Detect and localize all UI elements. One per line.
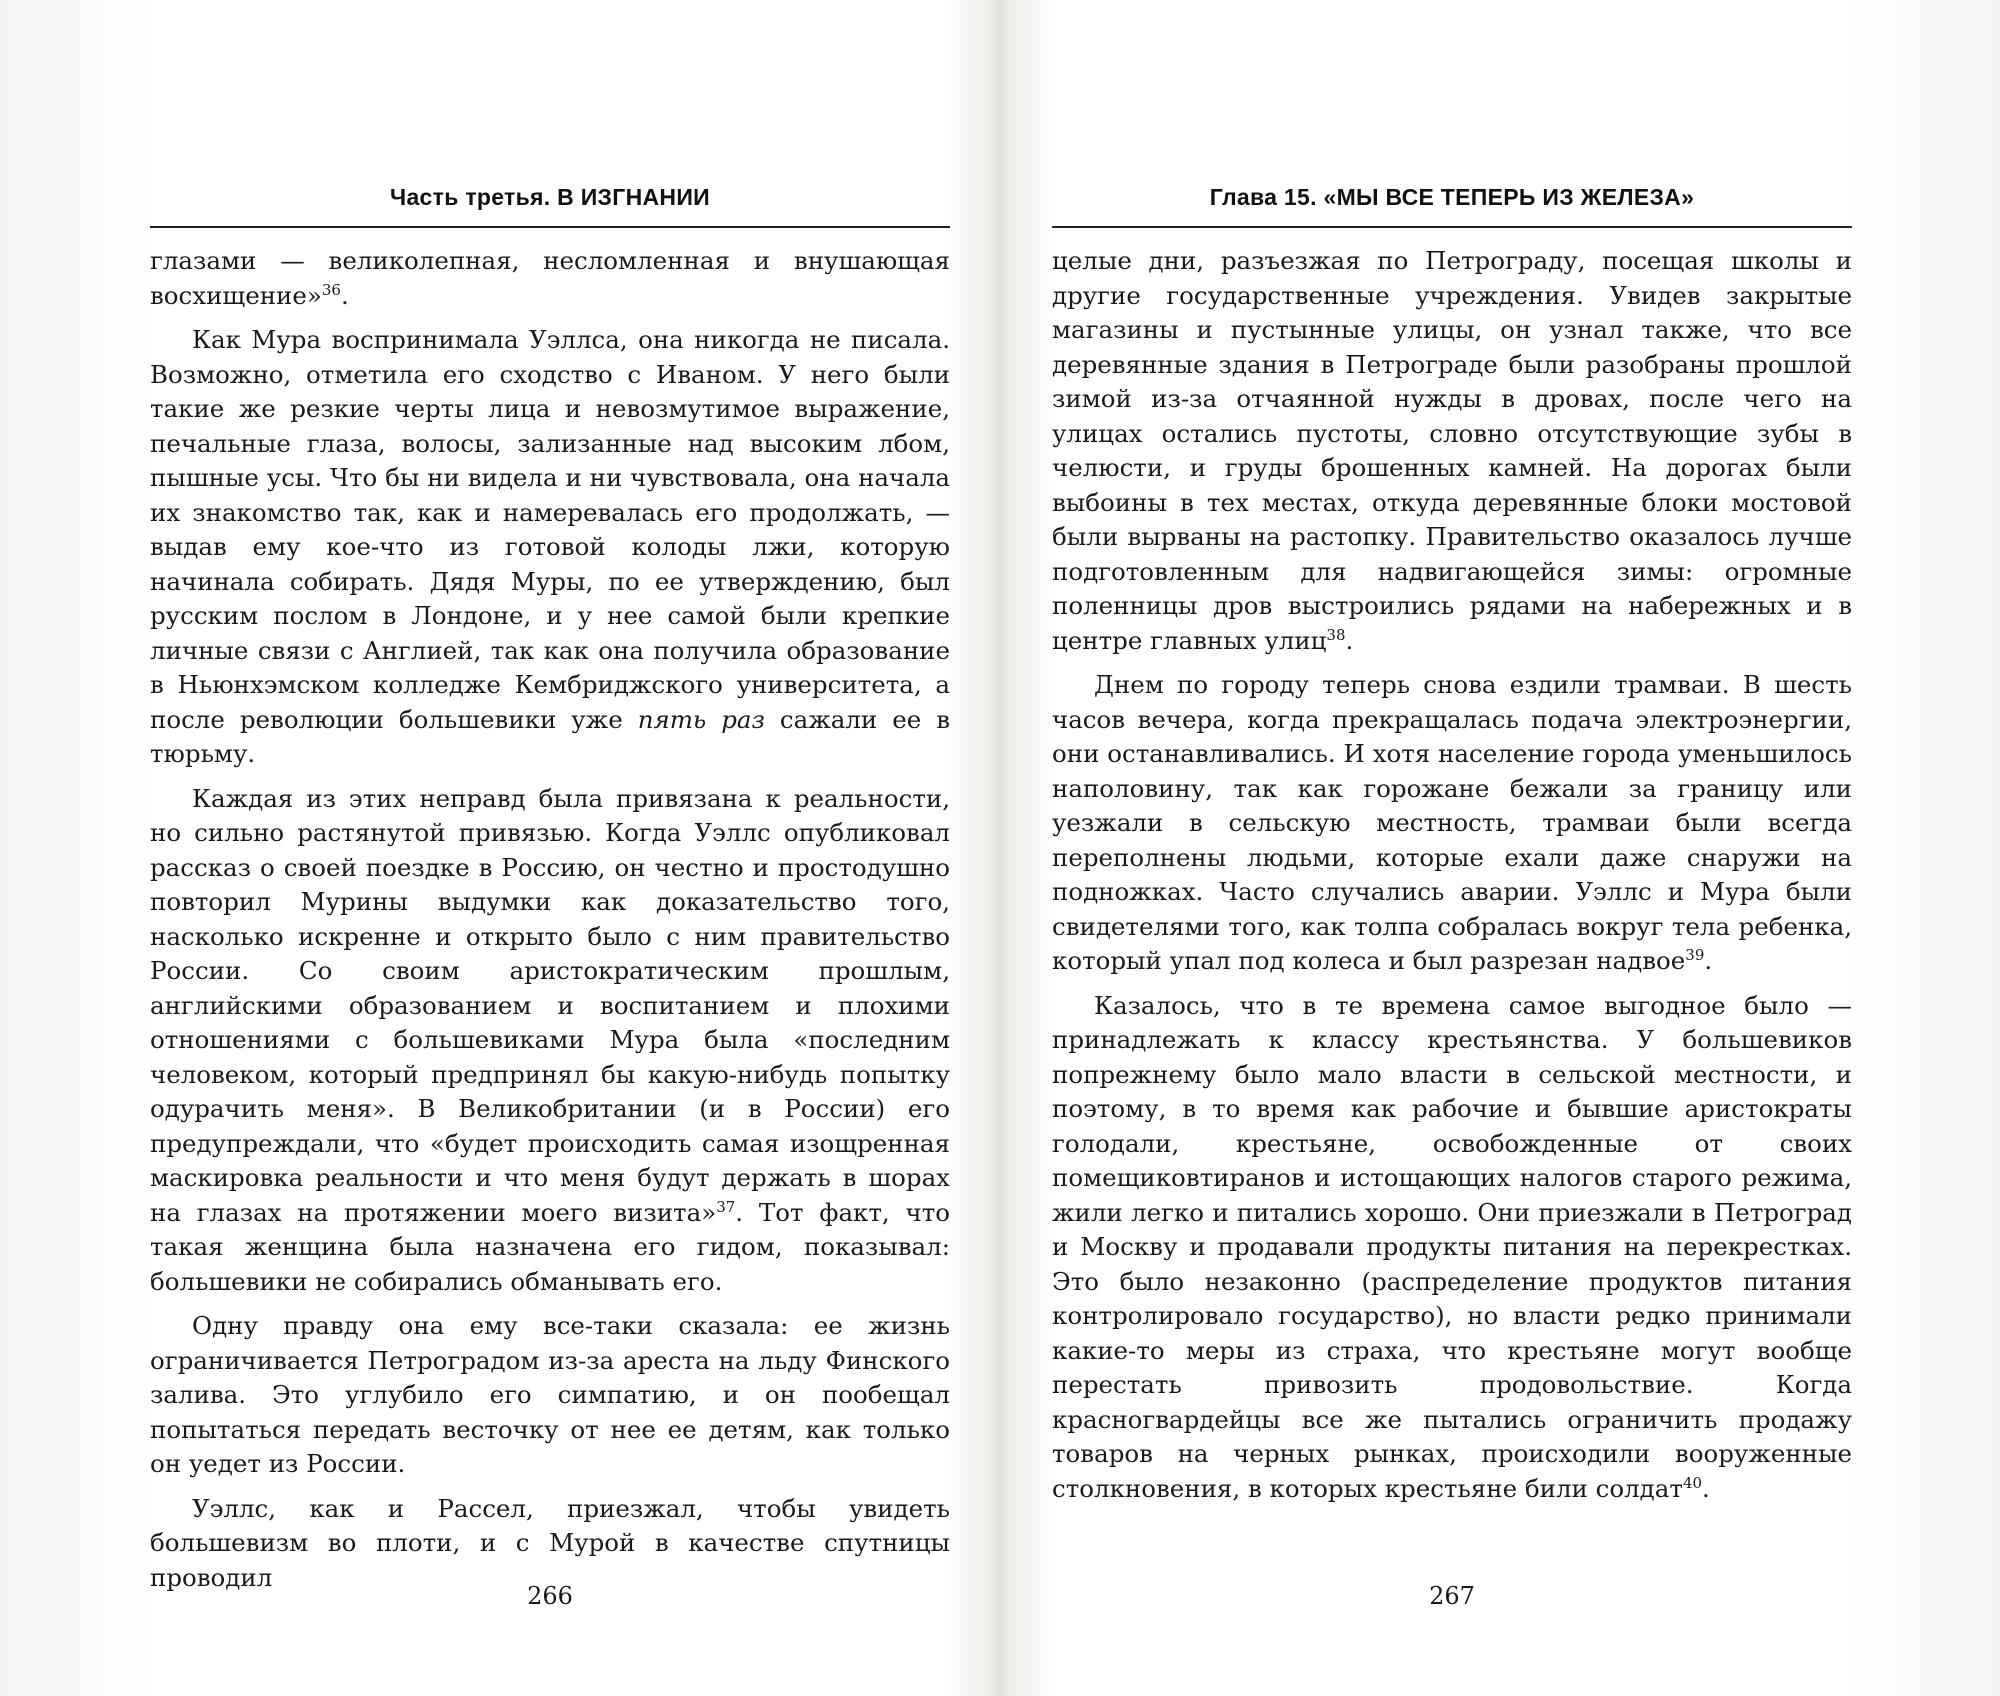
paragraph: целые дни, разъезжая по Петрограду, посещая школы и другие государственные учреждения. Увидев закрытые магазины и пустынные улицы, он узнал также, что все деревянные здания в Петрограде были разобраны прошлой зимой из-за отчаянной нужды в дровах, после чего на улицах остались пустоты, словно отсутствующие зубы в челюсти, и груды брошенных камней. На дорогах были выбоины в тех местах, откуда деревянные блоки мостовой были вырваны на растопку. Правительство оказалось лучше подготовленным для надвигающейся зимы: огромные поленницы дров выстроились рядами на набережных и в центре главных улиц$^{38}$. <box>1052 246 1852 655</box>
left-body-text <box>150 244 950 1595</box>
paragraph: глазами — великолепная, несломленная и внушающая восхищение»$^{36}$. <box>150 246 950 310</box>
right-header-rule <box>1052 226 1852 228</box>
right-page <box>1052 0 1852 1696</box>
left-running-head: Часть третья. В ИЗГНАНИИ <box>389 184 710 210</box>
footnote-ref[interactable]: 37 <box>716 1197 736 1216</box>
paragraph: Казалось, что в те времена самое выгодное было — принадлежать к классу крестьянства. У большевиков попрежнему было мало власти в сельской местности, и поэтому, в то время как рабочие и бывшие аристократы голодали, крестьяне, освобожденные от своих помещиковтиранов и истощающих налогов старого режима, жили легко и питались хорошо. Они приезжали в Петроград и Москву и продавали продукты питания на перекрестках. Это было незаконно (распределение продуктов питания контролировало государство), но власти редко принимали какие-то меры из страха, что крестьяне могут вообще перестать привозить продовольствие. Когда красногвардейцы все же пытались ограничить продажу товаров на черных рынках, происходили вооруженные столкновения, в которых крестьяне били солдат$^{40}$. <box>1052 990 1852 1503</box>
left-page-number: 266 <box>527 1582 573 1610</box>
paragraph: Одну правду она ему все-таки сказала: ее жизнь ограничивается Петроградом из-за ареста на льду Финского залива. Это углубило его симпатию, и он пообещал попытаться передать весточку от нее ее детям, как только он уедет из России. <box>150 1311 950 1478</box>
paragraph: Днем по городу теперь снова ездили трамваи. В шесть часов вечера, когда прекращалась подача электроэнергии, они останавливались. И хотя население города уменьшилось наполовину, так как горожане бежали за границу или уезжали в сельскую местность, трамваи были всегда переполнены людьми, которые ехали даже снаружи на подножках. Часто случались аварии. Уэллс и Мура были свидетелями того, как толпа собралась вокруг тела ребенка, который упал под колеса и был разрезан надвое$^{39}$. <box>1052 670 1852 975</box>
right-body-text <box>1052 244 1852 1506</box>
right-page-number: 267 <box>1429 1582 1475 1610</box>
left-header-rule <box>150 226 950 228</box>
footnote-ref[interactable]: 39 <box>1685 945 1705 964</box>
book-gutter <box>990 0 1010 1696</box>
footnote-ref[interactable]: 38 <box>1326 625 1346 644</box>
footnote-ref[interactable]: 40 <box>1682 1473 1703 1492</box>
left-page <box>150 0 950 1696</box>
right-running-head: Глава 15. «МЫ ВСЕ ТЕПЕРЬ ИЗ ЖЕЛЕЗА» <box>1209 184 1695 210</box>
footnote-ref[interactable]: 36 <box>321 280 341 299</box>
paragraph: Каждая из этих неправд была привязана к реальности, но сильно растянутой привязью. Когда Уэллс опубликовал рассказ о своей поездке в Россию, он честно и простодушно повторил Мурины выдумки как доказательство того, насколько искренне и открыто было с ним правительство России. Со своим аристократическим прошлым, английскими образованием и воспитанием и плохими отношениями с большевиками Мура была «последним человеком, который предпринял бы какую-нибудь попытку одурачить меня». В Великобритании (и в России) его предупреждали, что «будет происходить самая изощренная маскировка реальности и что меня будут держать в шорах на глазах на протяжении моего визита»$^{37}$. Тот факт, что такая женщина была назначена его гидом, показывал: большевики не собирались обманывать его. <box>150 783 950 1296</box>
paragraph: Как Мура воспринимала Уэллса, она никогда не писала. Возможно, отметила его сходство с Иваном. У него были такие же резкие черты лица и невозмутимое выражение, печальные глаза, волосы, зализанные над высоким лбом, пышные усы. Что бы ни видела и ни чувствовала, она начала их знакомство так, как и намеревалась его продолжать, — выдав ему кое-что из готовой колоды лжи, которую начинала собирать. Дядя Муры, по ее утверждению, был русским послом в Лондоне, и у нее самой были крепкие личные связи с Англией, так как она получила образование в Ньюнхэмском колледже Кембриджского университета, а после революции большевики уже пять раз сажали ее в тюрьму. <box>150 325 950 768</box>
paragraph: Уэллс, как и Рассел, приезжал, чтобы увидеть большевизм во плоти, и с Мурой в качестве спутницы проводил <box>150 1493 950 1592</box>
